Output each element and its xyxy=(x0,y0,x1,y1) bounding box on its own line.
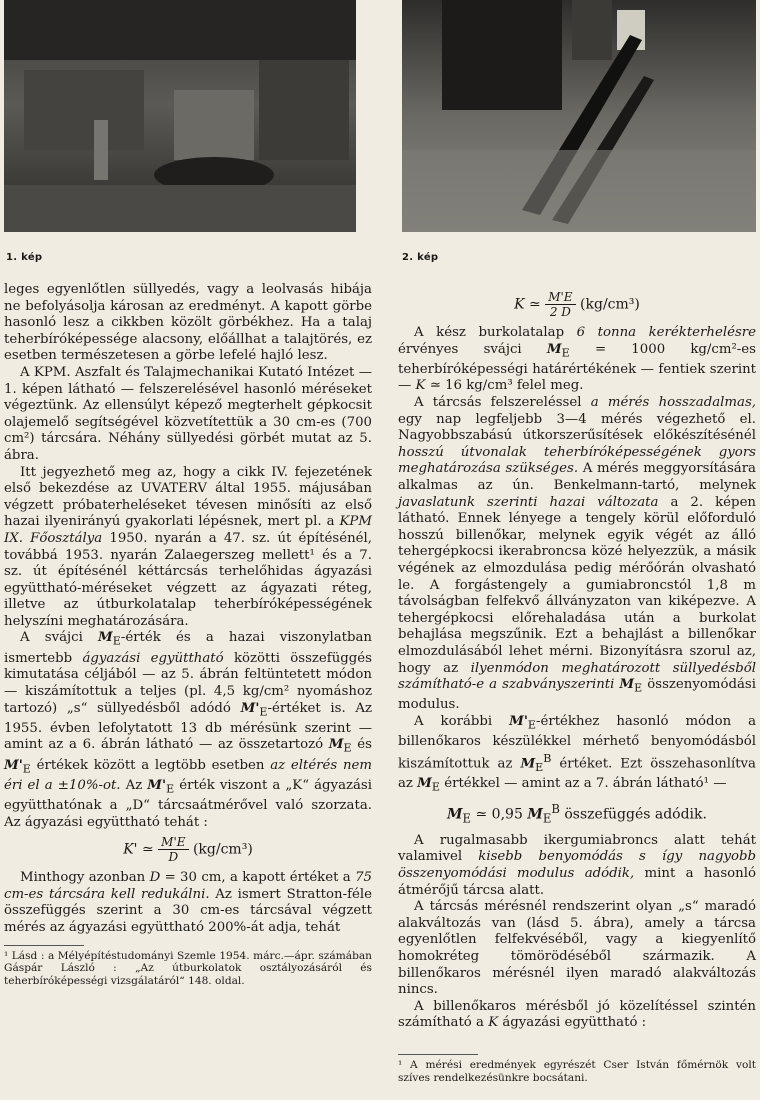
footnote-rule xyxy=(4,945,84,946)
left-column xyxy=(4,282,372,987)
right-column xyxy=(398,286,756,1084)
left-paragraph-4: A svájci $M_E$-érték és a hazai viszonylatban ismertebb ágyazási együttható közötti összefüggés kimutatása céljából — az 5. ábrán feltüntetett módon — kiszámítottuk a teljes (pl. 4,5 kg/cm² nyomáshoz tartozó) „s“ süllyedésből adódó $M'_E$-értéket is. Az 1955. évben lefolytatott 13 db mérésünk szerint — amint az a 6. ábrán látható — az összetartozó $M_E$ és $M'_E$ értékek között a legtöbb esetben az eltérés nem éri el a ±10%-ot. Az $M'_E$ érték viszont a „K“ ágyazási együtthatónak a „D“ tárcsaátmérővel való szorzata. Az ágyazási együttható tehát : xyxy=(4,630,373,830)
right-paragraph-2: A tárcsás felszereléssel a mérés hosszadalmas, egy nap legfeljebb 3—4 mérés végezhető el. Nagyobbszabású útkorszerűsítések előkészítésénél hosszú útvonalak teherbíróképességének gyors meghatározása szükséges. A mérés meggyorsítására alkalmas az ún. Benkelmann-tartó, melynek javaslatunk szerinti hazai változata a 2. képen látható. Ennek lényege a tengely körül előforduló hosszú billenőkar, melynek egyik végét az álló tehergépkocsi ikerabroncsa közé helyezzük, a másik végének az elmozdulása pedig mérőórán olvasható le. A forgástengely a gumiabroncstól 1,8 m távolságban felfekvő állványzaton van kiképezve. A tehergépkocsi előrehaladása után a burkolat behajlása megszűnik. Ezt a behajlást a billenőkar elmozdulásából lehet mérni. Bizonyításra szorul az, hogy az ilyenmódon meghatározott süllyedésből számítható-e a szabványszerinti $M_E$ összenyomódási modulus. xyxy=(398,395,757,713)
right-paragraph-5: A tárcsás mérésnél rendszerint olyan „s“ maradó alakváltozás van (lásd 5. ábra), amely a tárcsa egyenlőtlen felfekvéséből, vagy a kiegyenlítő homokréteg tömörödéséből származik. A billenőkaros mérésnél ilyen maradó alakváltozás nincs. xyxy=(398,899,756,998)
right-footnote: ¹ A mérési eredmények egyrészét Cser István főmérnök volt szíves rendelkezésünkre bocsátani. xyxy=(398,1058,756,1084)
left-paragraph-1: leges egyenlőtlen süllyedés, vagy a leolvasás hibája ne befolyásolja károsan az eredményt. A kapott görbe hasonló lesz a cikkben közölt görbékhez. Ha a talaj teherbíróképessége alacsony, előállhat a talajtörés, ez esetben természetesen a görbe lefelé hajló lesz. xyxy=(4,282,372,364)
formula-me-relation: $M_E$ ≃ 0,95 $M_E^B$ összefüggés adódik. xyxy=(447,801,707,826)
formula-k: K ≃ $\frac{M'E}{2 D}$ (kg/cm³) xyxy=(514,290,640,319)
photo-1-caption: 1. kép xyxy=(6,252,43,263)
photo-1 xyxy=(4,0,356,232)
left-footnote: ¹ Lásd : a Mélyépítéstudományi Szemle 1954. márc.—ápr. számában Gáspár László : „Az útburkolatok osztályozásáról és teherbíróképességi vizsgálatáról“ 148. oldal. xyxy=(4,949,372,987)
left-paragraph-5: Minthogy azonban D = 30 cm, a kapott értéket a 75 cm-es tárcsára kell redukálni. Az ismert Stratton-féle összefüggés szerint a 30 cm-es tárcsával végzett mérés az ágyazási együttható 200%-át adja, tehát xyxy=(4,870,372,936)
formula-k-prime: K' ≃ $\frac{M'E}{D}$ (kg/cm³) xyxy=(123,835,253,865)
right-paragraph-6: A billenőkaros mérésből jó közelítéssel szintén számítható a K ágyazási együttható : xyxy=(398,998,756,1031)
photo-2 xyxy=(402,0,756,232)
left-paragraph-3: Itt jegyezhető meg az, hogy a cikk IV. fejezetének első bekezdése az UVATERV által 1955. májusában végzett próbaterheléseket tévesen minősíti az első hazai ilyenirányú gyakorlati lépésnek, mert pl. a KPM IX. Főosztálya 1950. nyarán a 47. sz. út építésénél, továbbá 1953. nyarán Zalaegerszeg mellett¹ és a 7. sz. út építésénél kéttárcsás terhelőhidas ágyazási együttható-méréseket végzett az ágyazati réteg, illetve az útburkolatalap teherbíróképességének helyszíni meghatározására. xyxy=(4,464,373,629)
footnote-rule-right xyxy=(398,1054,478,1055)
right-paragraph-4: A rugalmasabb ikergumiabroncs alatt tehát valamivel kisebb benyomódás s így nagyobb összenyomódási modulus adódik, mint a hasonló átmérőjű tárcsa alatt. xyxy=(398,832,757,898)
right-paragraph-3: A korábbi $M'_E$-értékhez hasonló módon a billenőkaros készülékkel mérhető benyomódásból kiszámítottuk az $M_E^B$ értéket. Ezt összehasonlítva az $M_E$ értékkel — amint az a 7. ábrán látható¹ — xyxy=(398,713,756,795)
left-paragraph-2: A KPM. Aszfalt és Talajmechanikai Kutató Intézet — 1. képen látható — felszerelésével hasonló méréseket végeztünk. Az ellensúlyt képező megterhelt gépkocsit olajemelő segítségével közvetítettük a 30 cm-es (700 cm²) tárcsára. Néhány süllyedési görbét mutat az 5. ábra. xyxy=(4,364,372,463)
right-paragraph-1: A kész burkolatalap 6 tonna kerékterhelésre érvényes svájci $M_E = 1000$ kg/cm²-es teherbíróképességi határértékének — fentiek szerint — K ≃ 16 kg/cm³ felel meg. xyxy=(398,325,756,394)
photo-2-image xyxy=(402,0,756,232)
photo-1-image xyxy=(4,0,356,232)
photo-2-caption: 2. kép xyxy=(402,252,439,263)
